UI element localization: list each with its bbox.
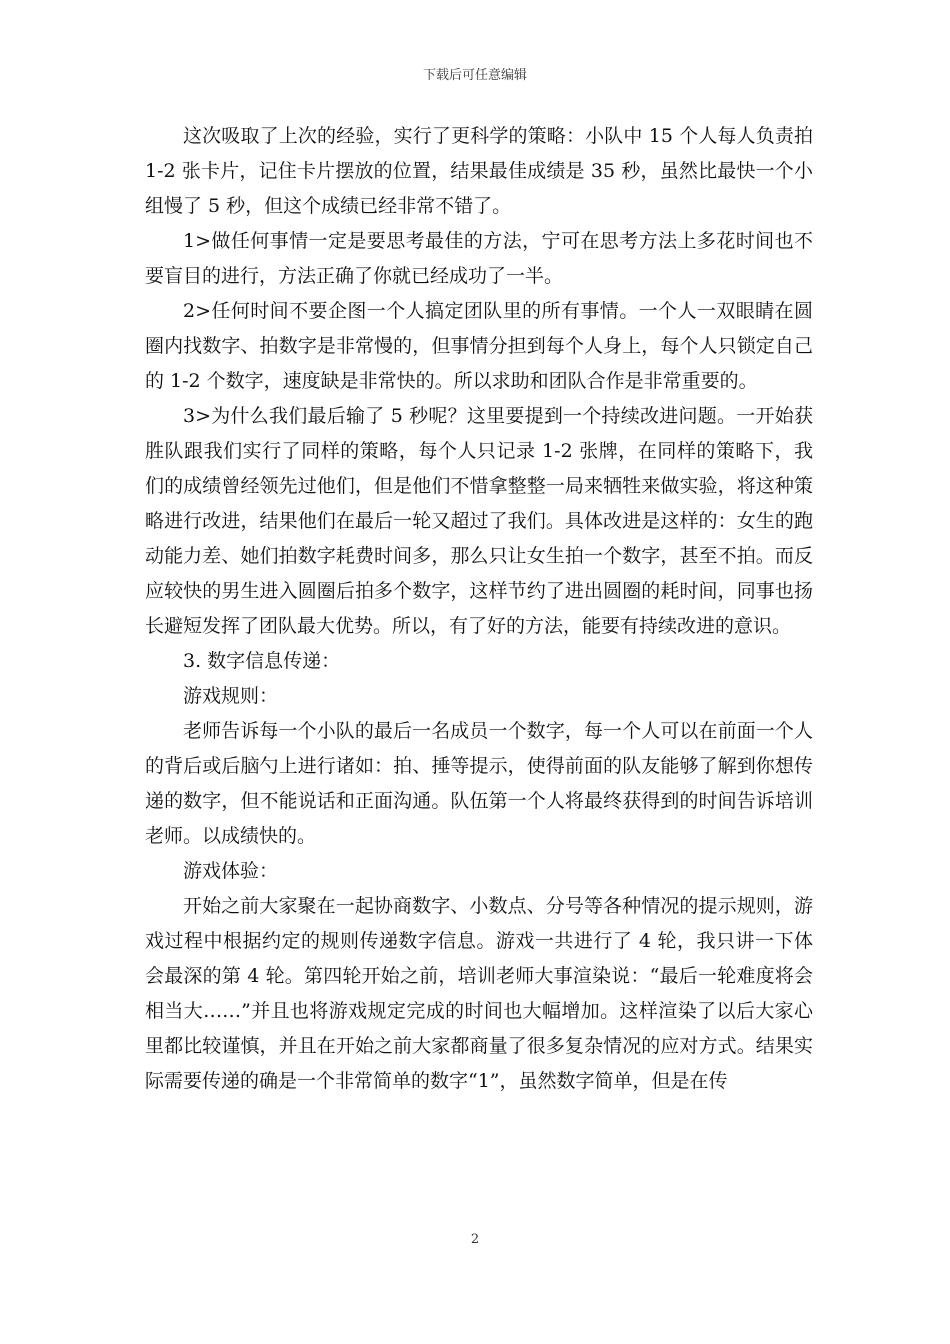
subheading-rules: 游戏规则：: [183, 685, 279, 707]
document-body: [145, 119, 813, 1099]
page-header: 下载后可任意编辑: [422, 68, 527, 83]
paragraph-point-3: 3>为什么我们最后输了 5 秒呢？这里要提到一个持续改进问题。一开始获胜队跟我们实行了同样的策略，每个人只记录 1-2 张牌，在同样的策略下，我们的成绩曾经领先过他们，但是他们不惜拿整整一局来牺牲来做实验，将这种策略进行改进，结果他们在最后一轮又超过了我们。具体改进是这样的：女生的跑动能力差、她们拍数字耗费时间多，那么只让女生拍一个数字，甚至不拍。而反应较快的男生进入圆圈后拍多个数字，这样节约了进出圆圈的耗时间，同事也扬长避短发挥了团队最大优势。所以，有了好的方法，能要有持续改进的意识。: [145, 405, 813, 637]
paragraph-rules: 老师告诉每一个小队的最后一名成员一个数字，每一个人可以在前面一个人的背后或后脑勺上进行诸如：拍、捶等提示，使得前面的队友能够了解到你想传递的数字，但不能说话和正面沟通。队伍第一个人将最终获得到的时间告诉培训老师。以成绩快的。: [145, 720, 813, 847]
paragraph-experience: 开始之前大家聚在一起协商数字、小数点、分号等各种情况的提示规则，游戏过程中根据约定的规则传递数字信息。游戏一共进行了 4 轮，我只讲一下体会最深的第 4 轮。第四轮开始之前，培训老师大事渲染说：“最后一轮难度将会相当大……”并且也将游戏规定完成的时间也大幅增加。这样渲染了以后大家心里都比较谨慎，并且在开始之前大家都商量了很多复杂情况的应对方式。结果实际需要传递的确是一个非常简单的数字“1”，虽然数字简单，但是在传: [145, 895, 813, 1092]
page-number: 2: [470, 1232, 480, 1247]
paragraph-point-1: 1>做任何事情一定是要思考最佳的方法，宁可在思考方法上多花时间也不要盲目的进行，方法正确了你就已经成功了一半。: [145, 230, 813, 287]
section-heading: 3. 数字信息传递：: [183, 650, 341, 672]
paragraph-point-2: 2>任何时间不要企图一个人搞定团队里的所有事情。一个人一双眼睛在圆圈内找数字、拍数字是非常慢的，但事情分担到每个人身上，每个人只锁定自己的 1-2 个数字，速度缺是非常快的。所以求助和团队合作是非常重要的。: [145, 300, 813, 392]
paragraph-strategy: 这次吸取了上次的经验，实行了更科学的策略：小队中 15 个人每人负责拍 1-2 张卡片，记住卡片摆放的位置，结果最佳成绩是 35 秒，虽然比最快一个小组慢了 5 秒，但这个成绩已经非常不错了。: [145, 125, 813, 217]
subheading-experience: 游戏体验：: [183, 860, 279, 882]
